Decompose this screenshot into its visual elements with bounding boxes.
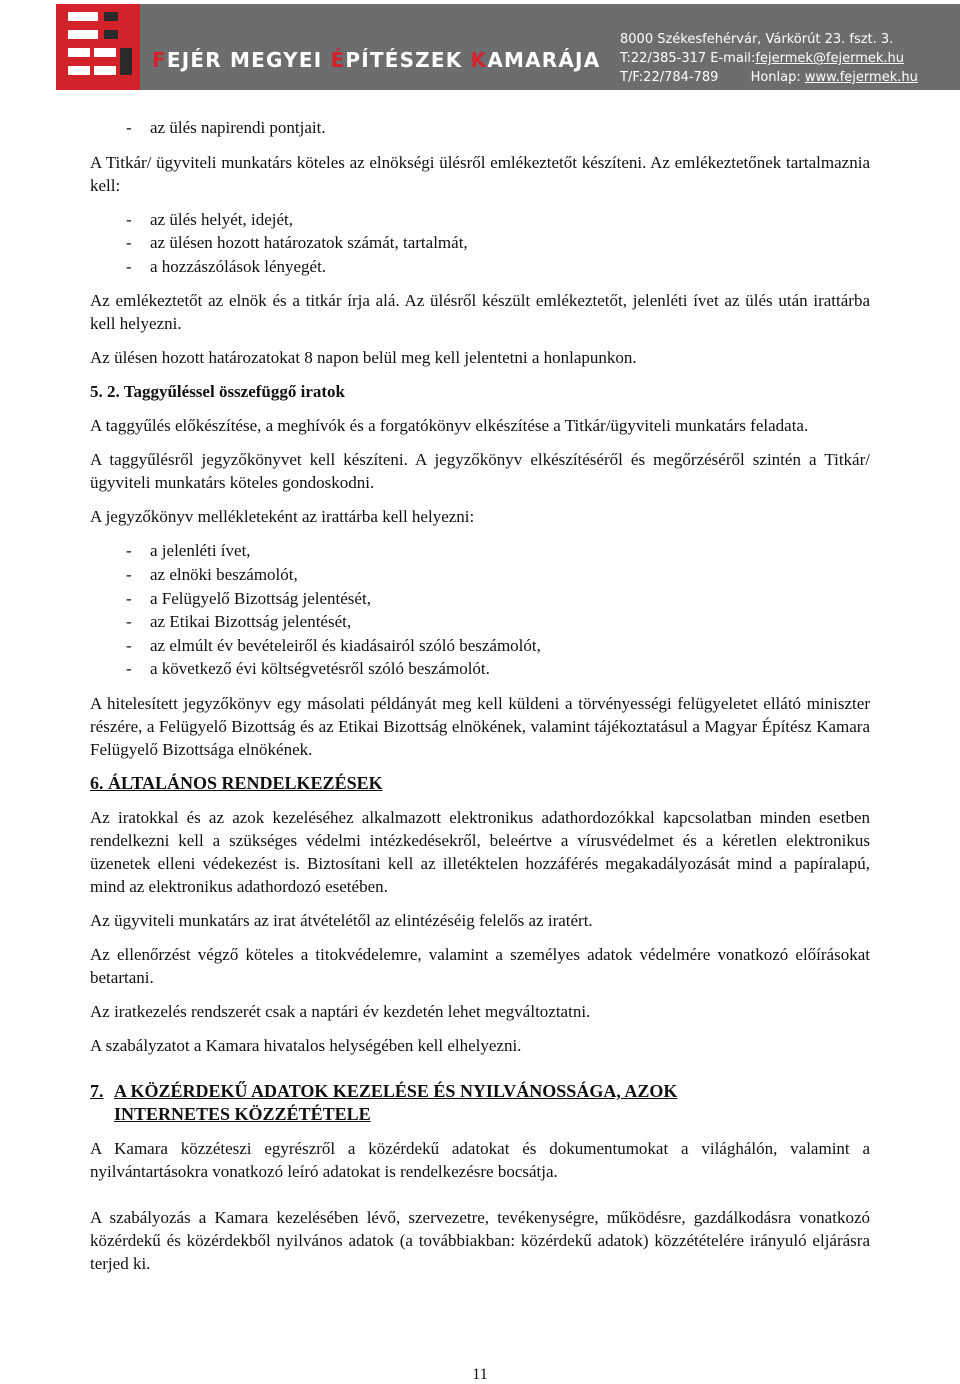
email-link[interactable]: fejermek@fejermek.hu (755, 51, 905, 66)
paragraph: Az iratkezelés rendszerét csak a naptári év kezdetén lehet megváltoztatni. (90, 1001, 591, 1021)
chamber-name: FEJÉR MEGYEI ÉPÍTÉSZEK KAMARÁJA (152, 48, 601, 72)
paragraph: Az ülésen hozott határozatokat 8 napon belül meg kell jelentetni a honlapunkon. (90, 348, 637, 368)
attachments-list (90, 539, 870, 681)
memo-contents-list (90, 208, 870, 279)
contact-block (620, 30, 918, 87)
section-heading-7: 7. A KÖZÉRDEKŰ ADATOK KEZELÉSE ÉS NYILVÁNOSSÁGA, AZOK INTERNETES KÖZZÉTÉTELE (90, 1080, 678, 1124)
paragraph: A hitelesített jegyzőkönyv egy másolati példányát meg kell küldeni a törvényességi felügyeletet ellátó miniszter részére, a Felügyelő Bizottság és az Etikai Bizottság elnökének, valamint tájékoztatásul a Magyar Építész Kamara Felügyelő Bizottsága elnökének. (90, 693, 870, 759)
paragraph: A Kamara közzéteszi egyrészről a közérdekű adatokat és dokumentumokat a világhálón, valamint a nyilvántartásokra vonatkozó leíró adatokat is rendelkezésre bocsátja. (90, 1138, 870, 1181)
email-label: E-mail: (710, 51, 756, 66)
paragraph: A jegyzőkönyv mellékleteként az irattárba kell helyezni: (90, 507, 475, 527)
agenda-list (90, 116, 870, 140)
list-item: - az ülés helyét, idejét, (90, 208, 870, 232)
chamber-logo (56, 4, 140, 90)
list-item: - az ülésen hozott határozatok számát, tartalmát, (90, 231, 870, 255)
list-item: - a jelenléti ívet, (90, 539, 870, 563)
letterhead (56, 4, 960, 90)
paragraph: A szabályzatot a Kamara hivatalos helységében kell elhelyezni. (90, 1035, 522, 1055)
paragraph: Az ellenőrzést végző köteles a titokvédelemre, valamint a személyes adatok védelmére vonatkozó előírásokat betartani. (90, 944, 870, 987)
section-heading-6: 6. ÁLTALÁNOS RENDELKEZÉSEK (90, 772, 383, 793)
paragraph: A szabályozás a Kamara kezelésében lévő, szervezetre, tevékenységre, működésre, gazdálkodásra vonatkozó közérdekű és közérdekből nyilvános adatok (a továbbiakban: közérdekű adatok) közzétételére irányuló eljárásra terjed ki. (90, 1207, 870, 1273)
paragraph: Az iratokkal és az azok kezeléséhez alkalmazott elektronikus adathordozókkal kapcsolatban minden esetben rendelkezni kell a szükséges védelmi intézkedésekről, beleértve a vírusvédelmet és a kéretlen elektronikus üzenetek elleni védekezést is. Biztosítani kell az illetéktelen hozzáférés megakadályozását mind a papíralapú, mind az elektronikus adathordozó esetében. (90, 807, 870, 896)
document-body (90, 116, 870, 1286)
list-item: - a Felügyelő Bizottság jelentését, (90, 587, 870, 611)
list-item: - az elnöki beszámolót, (90, 563, 870, 587)
fax: T/F:22/784-789 (620, 70, 719, 85)
paragraph: Az ügyviteli munkatárs az irat átvételétől az elintézéséig felelős az iratért. (90, 910, 593, 930)
list-item: - az elmúlt év bevételeiről és kiadásairól szóló beszámolót, (90, 634, 870, 658)
address: 8000 Székesfehérvár, Várkörút 23. fszt. 3. (620, 32, 894, 47)
list-item: - az ülés napirendi pontjait. (90, 116, 870, 140)
list-item: - az Etikai Bizottság jelentését, (90, 610, 870, 634)
paragraph: A taggyűlésről jegyzőkönyvet kell készíteni. A jegyzőkönyv elkészítéséről és megőrzéséről szintén a Titkár/ügyviteli munkatárs köteles gondoskodni. (90, 450, 870, 493)
paragraph: Az emlékeztetőt az elnök és a titkár írja alá. Az ülésről készült emlékeztetőt, jelenléti ívet az ülés után irattárba kell helyezni. (90, 291, 870, 334)
phone: T:22/385-317 (620, 51, 707, 66)
paragraph: A Titkár/ ügyviteli munkatárs köteles az elnökségi ülésről emlékeztetőt készíteni. Az emlékeztetőnek tartalmaznia kell: (90, 152, 870, 195)
page-number: 11 (472, 1366, 488, 1383)
web-label: Honlap: (750, 70, 801, 85)
web-link[interactable]: www.fejermek.hu (804, 70, 918, 85)
section-heading-5-2: 5. 2. Taggyűléssel összefüggő iratok (90, 382, 346, 402)
paragraph: A taggyűlés előkészítése, a meghívók és a forgatókönyv elkészítése a Titkár/ügyviteli munkatárs feladata. (90, 416, 809, 436)
list-item: - a hozzászólások lényegét. (90, 255, 870, 279)
list-item: - a következő évi költségvetésről szóló beszámolót. (90, 657, 870, 681)
